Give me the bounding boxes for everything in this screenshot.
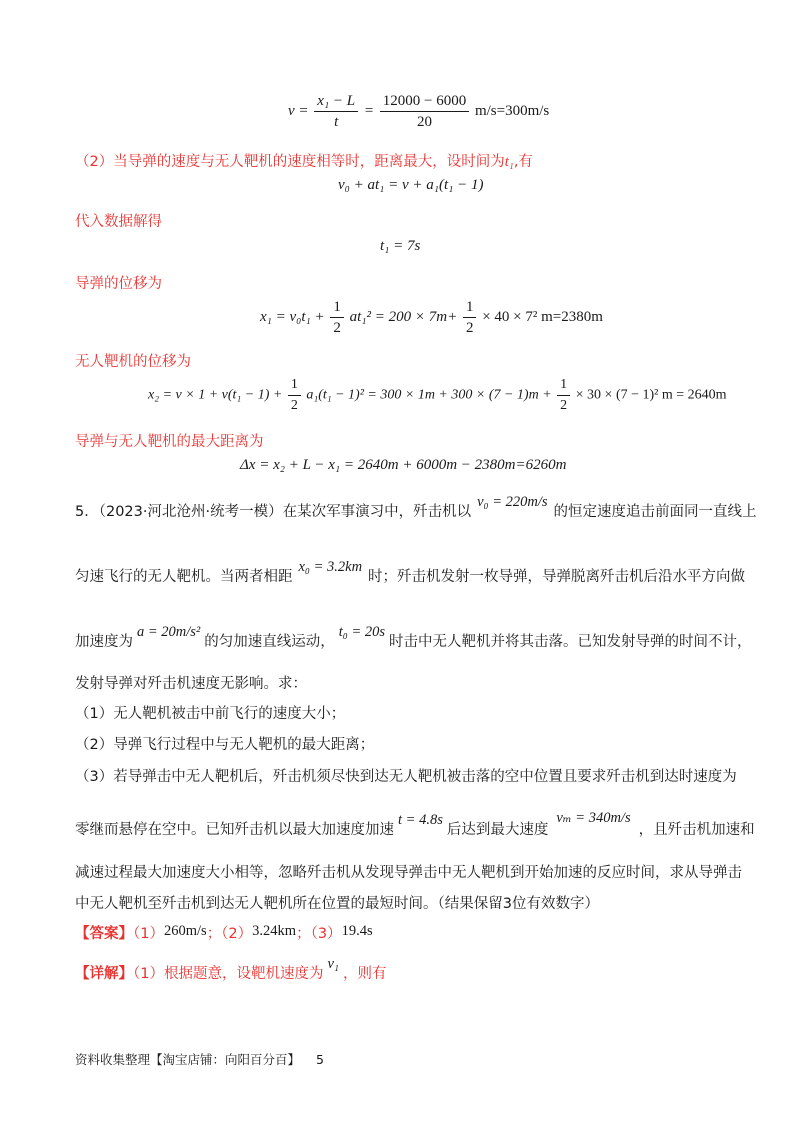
q5-line3-b: 的匀加速直线运动， xyxy=(204,634,335,650)
page-footer xyxy=(75,1050,324,1068)
eq-v-fraction-2 xyxy=(380,92,469,131)
equation-equal-speed: v₀ + at₁ = v + a₁(t₁ − 1) xyxy=(338,177,484,193)
eq-x1-frac2 xyxy=(463,298,477,337)
q5-line2-b: 时；歼击机发射一枚导弹，导弹脱离歼击机后沿水平方向做 xyxy=(368,569,746,585)
equation-delta-x: Δx = x₂ + L − x₁ = 2640m + 6000m − 2380m=6260m xyxy=(240,457,567,473)
q5-v0: v₀ = 220m/s xyxy=(477,494,548,510)
eq-x1-lhs: x₁ = v₀t₁ + xyxy=(260,308,325,325)
footer-source: 资料收集整理【淘宝店铺：向阳百分百】 xyxy=(75,1052,301,1067)
q5-line-4: 发射导弹对歼击机速度无影响。求： xyxy=(75,676,307,692)
equation-t1: t₁ = 7s xyxy=(380,238,421,254)
q5-a: a = 20m/s² xyxy=(137,624,201,640)
detail-line xyxy=(75,956,387,983)
q5-vm: vₘ = 340m/s xyxy=(556,810,631,826)
q5-line6-c: ，且歼击机加速和 xyxy=(638,822,755,838)
eq-x1-frac2-den: 2 xyxy=(465,320,474,336)
eq-x2-frac xyxy=(288,376,301,415)
q5-line-6 xyxy=(75,810,755,839)
equation-x1 xyxy=(260,298,603,337)
answer-line xyxy=(75,922,373,943)
eq-v-frac1-den: t xyxy=(334,114,339,130)
q5-line6-a: 零继而悬停在空中。已知歼击机以最大加速度加速 xyxy=(75,822,394,838)
eq-x2-rhs: × 30 × (7 − 1)² m = 2640m xyxy=(575,387,727,403)
q5-line1-b: 的恒定速度追击前面同一直线上 xyxy=(553,504,757,520)
q5-line6-b: 后达到最大速度 xyxy=(446,822,549,838)
detail-text-a: （1）根据题意，设靶机速度为 xyxy=(133,966,324,982)
equation-speed xyxy=(288,92,549,131)
answer-v2: 3.24km xyxy=(252,923,297,939)
equation-x2 xyxy=(148,376,727,415)
eq-x2-frac2-num: 1 xyxy=(557,376,570,396)
detail-text-b: ，则有 xyxy=(342,966,387,982)
step2-line xyxy=(75,150,533,171)
eq-x1-frac-num: 1 xyxy=(330,298,344,318)
eq-x2-frac-den: 2 xyxy=(290,398,298,413)
eq-x1-frac2-num: 1 xyxy=(463,298,477,318)
q5-t: t = 4.8s xyxy=(398,812,443,828)
eq-x2-mid: a₁(t₁ − 1)² = 300 × 1m + 300 × (7 − 1)m + xyxy=(306,387,552,403)
drone-displacement-text: 无人靶机的位移为 xyxy=(75,354,191,370)
eq-v-frac2-num: 12000 − 6000 xyxy=(380,92,469,112)
q5-line-7: 减速过程最大加速度大小相等，忽略歼击机从发现导弹击中无人靶机到开始加速的反应时间，求从导弹击 xyxy=(75,865,742,881)
eq-v-frac2-den: 20 xyxy=(416,114,432,130)
answer-p1: （1） xyxy=(133,926,164,942)
footer-page-number: 5 xyxy=(316,1052,324,1067)
q5-sub-2: （2）导弹飞行过程中与无人靶机的最大距离； xyxy=(75,737,375,753)
q5-line-1 xyxy=(75,494,757,521)
max-distance-text: 导弹与无人靶机的最大距离为 xyxy=(75,434,264,450)
eq-x1-frac xyxy=(330,298,344,337)
q5-line-3 xyxy=(75,624,752,651)
answer-v1: 260m/s xyxy=(163,923,207,939)
eq-x2-frac2-den: 2 xyxy=(560,398,568,413)
q5-line2-a: 匀速飞行的无人靶机。当两者相距 xyxy=(75,569,293,585)
answer-sep2: ；（3） xyxy=(296,926,342,942)
q5-sub-3: （3）若导弹击中无人靶机后，歼击机须尽快到达无人靶机被击落的空中位置且要求歼击机到达时速度为 xyxy=(75,769,737,785)
q5-line3-c: 时击中无人靶机并将其击落。已知发射导弹的时间不计， xyxy=(389,634,752,650)
substitute-text: 代入数据解得 xyxy=(75,214,162,230)
eq-v-frac1-num: x₁ − L xyxy=(314,92,358,112)
detail-label: 【详解】 xyxy=(75,966,133,982)
eq-x2-frac2 xyxy=(557,376,570,415)
q5-x0: x₀ = 3.2km xyxy=(298,559,363,575)
answer-v3: 19.4s xyxy=(341,923,373,939)
eq-v-fraction-1 xyxy=(314,92,358,131)
q5-line1-a: 5．（2023·河北沧州·统考一模）在某次军事演习中，歼击机以 xyxy=(75,504,472,520)
step2-tail: ,有 xyxy=(513,154,533,170)
q5-line-8: 中无人靶机至歼击机到达无人靶机所在位置的最短时间。（结果保留3位有效数字） xyxy=(75,896,599,912)
eq-x2-lhs: x₂ = v × 1 + v(t₁ − 1) + xyxy=(148,387,283,403)
q5-t0: t₀ = 20s xyxy=(338,624,386,640)
answer-label: 【答案】 xyxy=(75,926,133,942)
step2-var: t₁ xyxy=(504,154,514,170)
eq-v-lhs: v = xyxy=(288,102,309,119)
missile-displacement-text: 导弹的位移为 xyxy=(75,276,162,292)
detail-var: v₁ xyxy=(327,956,339,972)
eq-v-rhs: m/s=300m/s xyxy=(474,102,550,119)
eq-x2-frac-num: 1 xyxy=(288,376,301,396)
q5-line3-a: 加速度为 xyxy=(75,634,133,650)
eq-x1-frac-den: 2 xyxy=(333,320,341,336)
answer-sep1: ；（2） xyxy=(206,926,253,942)
eq-x1-mid: at₁² = 200 × 7m+ xyxy=(349,308,458,325)
eq-x1-rhs: × 40 × 7² m=2380m xyxy=(482,308,603,325)
eq-v-equals: = xyxy=(363,102,374,119)
q5-sub-1: （1）无人靶机被击中前飞行的速度大小； xyxy=(75,706,346,722)
step2-text: （2）当导弹的速度与无人靶机的速度相等时，距离最大，设时间为 xyxy=(75,154,505,170)
q5-line-2 xyxy=(75,559,746,586)
